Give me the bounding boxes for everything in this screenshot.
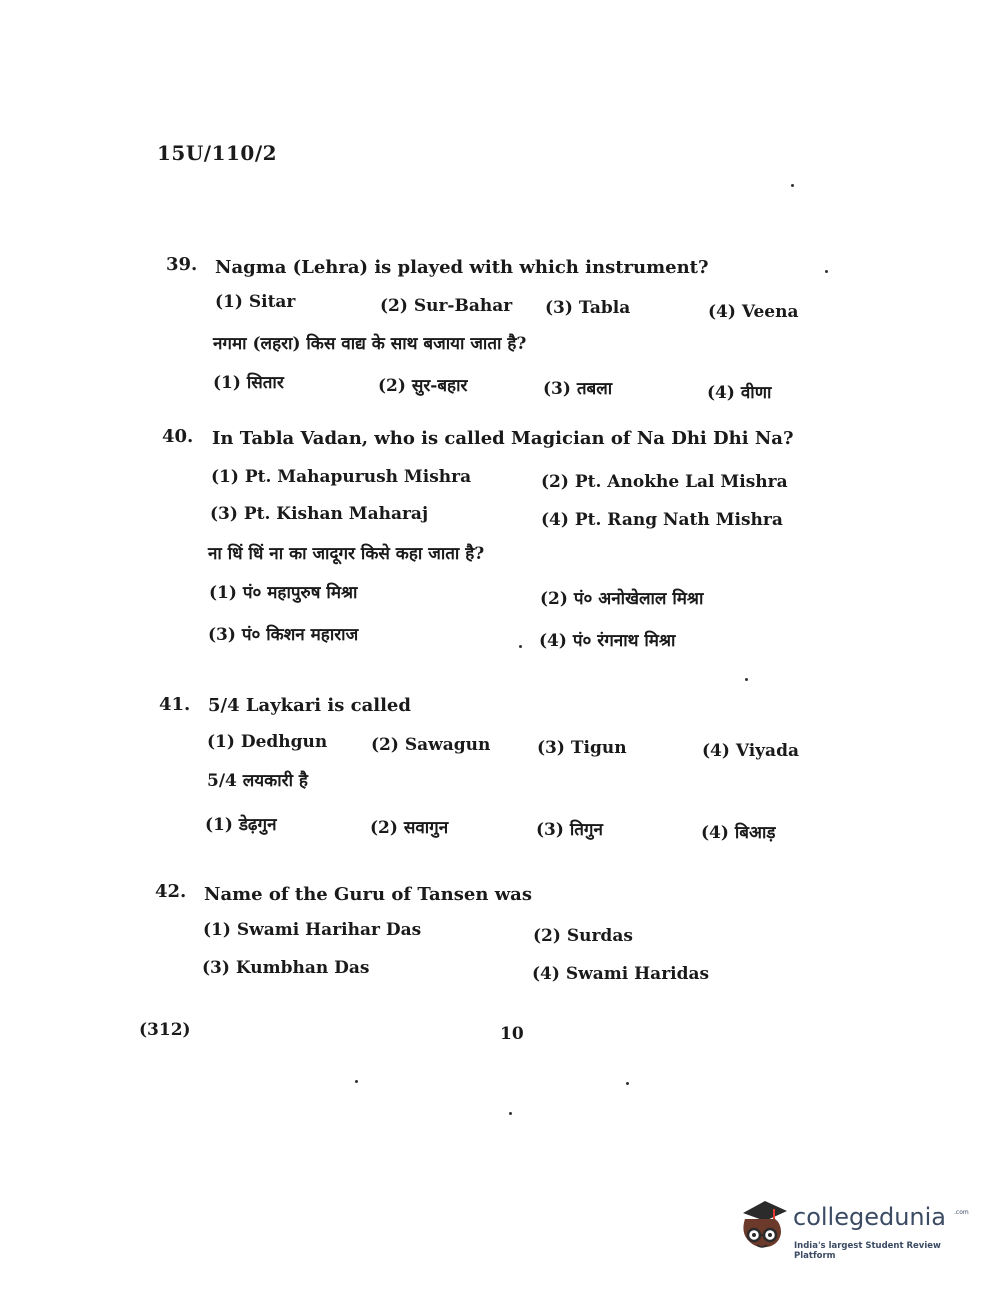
question-40-option-1-hindi: (1) पं० महापुरुष मिश्रा [209, 583, 358, 603]
watermark-tagline: India's largest Student Review Platform [794, 1241, 941, 1261]
question-40-option-1: (1) Pt. Mahapurush Mishra [211, 467, 472, 487]
page-number: 10 [500, 1024, 524, 1044]
scan-speck [509, 1112, 512, 1115]
question-39-option-3: (3) Tabla [545, 298, 631, 318]
question-39-option-4-hindi: (4) वीणा [707, 383, 772, 403]
question-40-option-3-hindi: (3) पं० किशन महाराज [208, 625, 359, 645]
scan-speck [519, 645, 522, 648]
scan-speck [825, 270, 828, 273]
collegedunia-watermark [735, 1195, 969, 1265]
scan-speck [626, 1082, 629, 1085]
mascot-graduation-cap-icon [735, 1195, 791, 1257]
footer-code: (312) [139, 1020, 191, 1040]
question-41-option-3-hindi: (3) तिगुन [536, 820, 603, 840]
question-42-text: Name of the Guru of Tansen was [204, 884, 532, 905]
question-39-option-1-hindi: (1) सितार [213, 373, 284, 393]
question-42-option-4: (4) Swami Haridas [532, 964, 710, 984]
question-41-number: 41. [159, 694, 191, 715]
question-39-option-4: (4) Veena [708, 302, 799, 322]
question-39-text-hindi: नगमा (लहरा) किस वाद्य के साथ बजाया जाता है? [213, 334, 527, 354]
question-40-text-hindi: ना धिं धिं ना का जादूगर किसे कहा जाता है? [208, 544, 485, 564]
question-41-option-2: (2) Sawagun [371, 735, 491, 755]
question-39-text: Nagma (Lehra) is played with which instrument? [215, 257, 709, 278]
question-40-option-4: (4) Pt. Rang Nath Mishra [541, 510, 783, 530]
paper-code: 15U/110/2 [157, 141, 278, 165]
scan-speck [745, 678, 748, 681]
question-42-option-3: (3) Kumbhan Das [202, 958, 370, 978]
watermark-suffix: .com [954, 1209, 969, 1216]
scan-speck [791, 184, 794, 187]
question-41-option-3: (3) Tigun [537, 738, 627, 758]
question-42-option-2: (2) Surdas [533, 926, 633, 946]
question-41-option-4: (4) Viyada [702, 741, 799, 761]
question-40-option-3: (3) Pt. Kishan Maharaj [210, 504, 429, 524]
question-40-option-2-hindi: (2) पं० अनोखेलाल मिश्रा [540, 589, 704, 609]
question-42-number: 42. [155, 881, 187, 902]
question-39-option-1: (1) Sitar [215, 292, 296, 312]
question-40-number: 40. [162, 426, 194, 447]
question-39-number: 39. [166, 254, 198, 275]
question-42-option-1: (1) Swami Harihar Das [203, 920, 422, 940]
question-41-text-hindi: 5/4 लयकारी है [207, 771, 308, 791]
question-41-option-2-hindi: (2) सवागुन [370, 818, 449, 838]
watermark-brand: collegedunia [793, 1203, 947, 1231]
question-40-option-4-hindi: (4) पं० रंगनाथ मिश्रा [539, 631, 676, 651]
question-40-text: In Tabla Vadan, who is called Magician of Na Dhi Dhi Na? [212, 428, 794, 449]
scan-speck [355, 1080, 358, 1083]
question-41-option-1-hindi: (1) डेढ़गुन [205, 815, 277, 835]
question-40-option-2: (2) Pt. Anokhe Lal Mishra [541, 472, 788, 492]
question-41-option-4-hindi: (4) बिआड़ [701, 823, 776, 843]
question-39-option-3-hindi: (3) तबला [543, 379, 613, 399]
question-39-option-2: (2) Sur-Bahar [380, 296, 513, 316]
question-41-text: 5/4 Laykari is called [208, 695, 411, 716]
question-39-option-2-hindi: (2) सुर-बहार [378, 376, 468, 396]
question-41-option-1: (1) Dedhgun [207, 732, 328, 752]
